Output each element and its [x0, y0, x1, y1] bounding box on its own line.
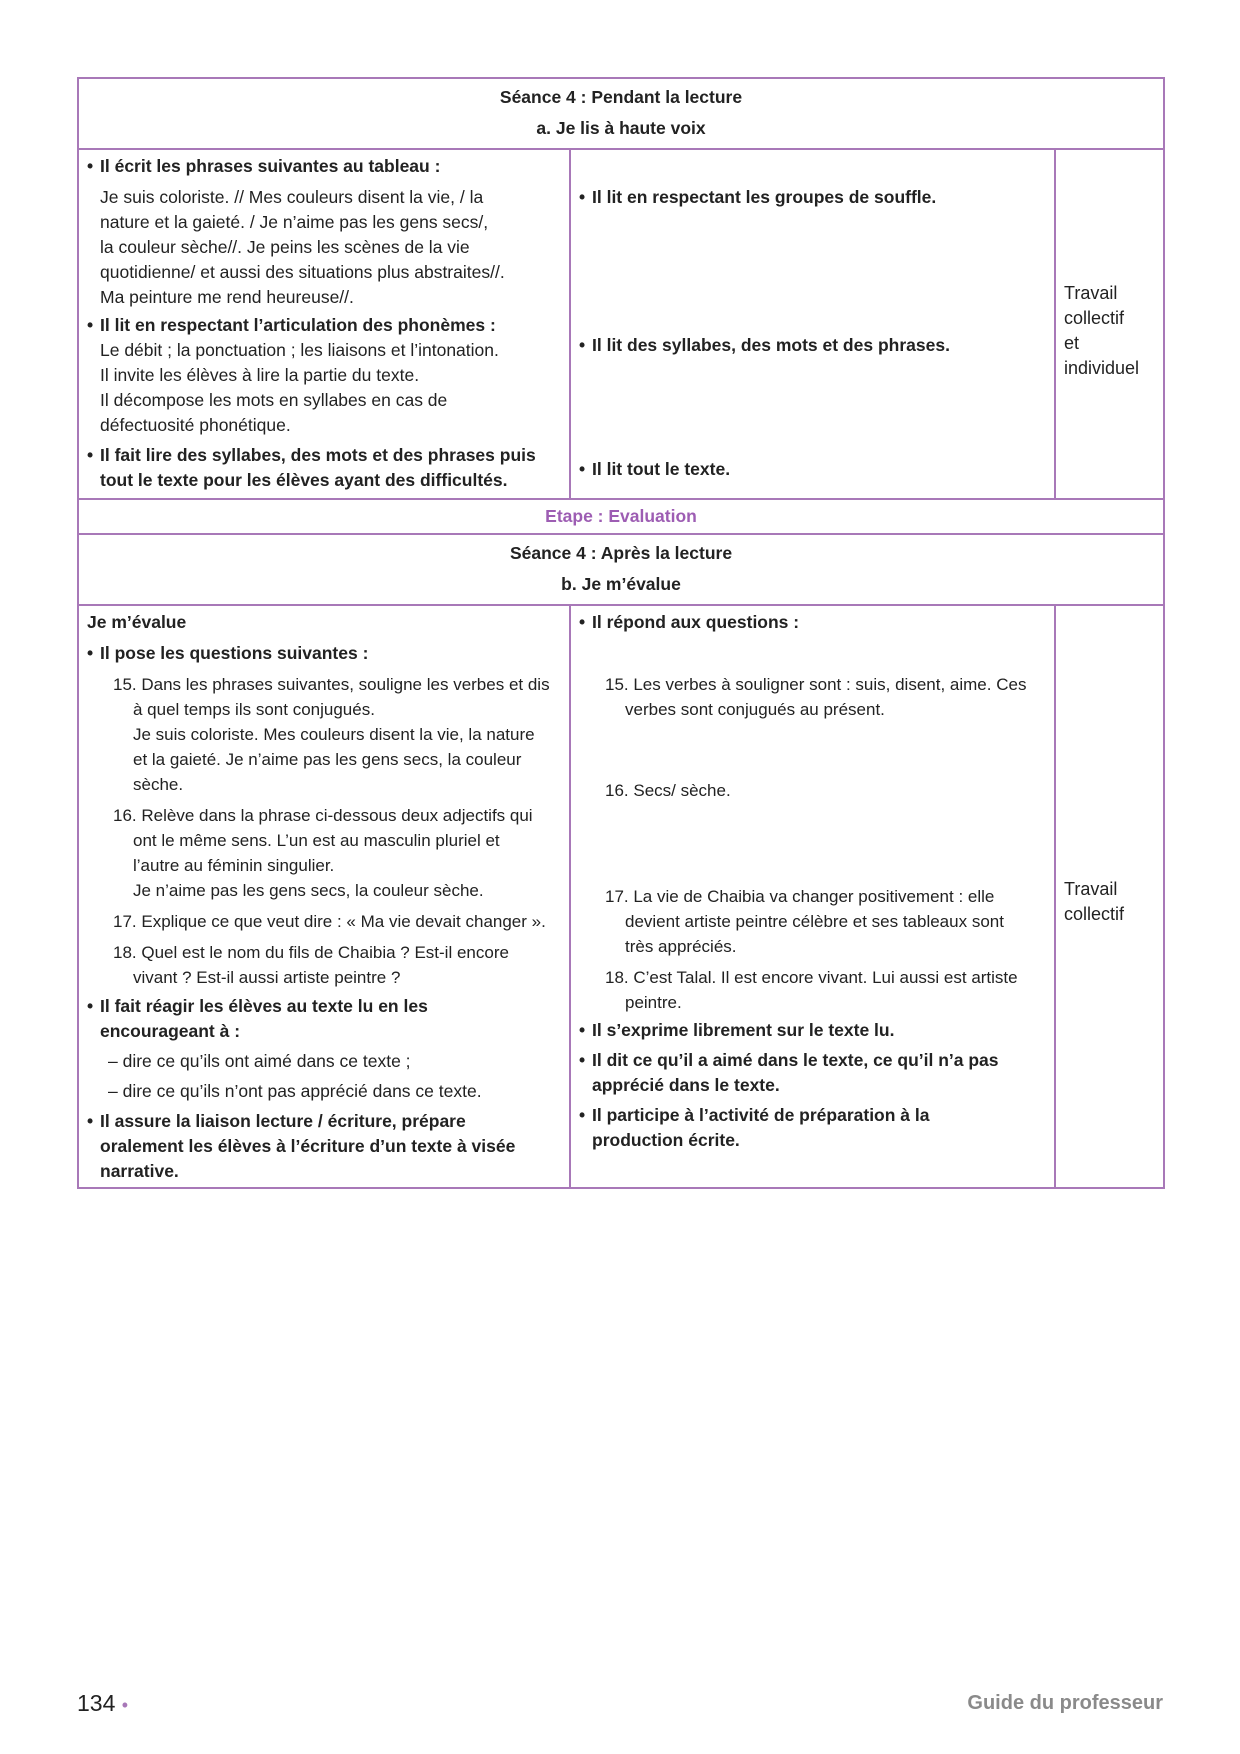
question-line: 18. Quel est le nom du fils de Chaibia ? Est-il encore	[113, 943, 509, 962]
student-eval-bullet-4-cont: production écrite.	[592, 1130, 740, 1150]
work-mode-line: et	[1064, 333, 1080, 353]
answer-line: 18. C’est Talal. Il est encore vivant. Lui aussi est artiste	[605, 968, 1018, 987]
student-bullet-3: • Il lit tout le texte.	[579, 459, 731, 479]
reaction-item-disliked: – dire ce qu’ils n’ont pas apprécié dans ce texte.	[108, 1081, 482, 1101]
question-line: sèche.	[133, 775, 184, 794]
student-eval-bullet-3: • Il dit ce qu’il a aimé dans le texte, ce qu’il n’a pas	[579, 1050, 999, 1070]
student-eval-bullet-4: • Il participe à l’activité de préparation à la	[579, 1105, 930, 1125]
answer-17	[579, 884, 1044, 959]
detail-line: Il décompose les mots en syllabes en cas de	[100, 390, 448, 410]
section2-title: Séance 4 : Après la lecture	[509, 543, 733, 563]
teacher-bullet-3-cont: tout le texte pour les élèves ayant des difficultés.	[100, 470, 508, 490]
question-line: à quel temps ils sont conjugués.	[133, 700, 375, 719]
teacher-eval-bullet-3-cont: narrative.	[100, 1161, 179, 1181]
reaction-item-liked: – dire ce qu’ils ont aimé dans ce texte ;	[108, 1051, 411, 1071]
board-text-line: nature et la gaieté. / Je n’aime pas les gens secs/,	[100, 212, 489, 232]
answer-line: 15. Les verbes à souligner sont : suis, disent, aime. Ces	[605, 675, 1027, 694]
section2-student-cell	[570, 605, 1055, 1188]
section1-header-row	[78, 78, 1164, 149]
work-mode-line: collectif	[1064, 308, 1125, 328]
student-bullet-1: • Il lit en respectant les groupes de souffle.	[579, 187, 937, 207]
answer-line: 17. La vie de Chaibia va changer positivement : elle	[605, 887, 995, 906]
articulation-details	[87, 338, 551, 438]
board-text-line: quotidienne/ et aussi des situations plus abstraites//.	[100, 262, 505, 282]
student-eval-bullet-2: • Il s’exprime librement sur le texte lu.	[579, 1020, 895, 1040]
answer-18	[579, 965, 1044, 1015]
etape-row	[78, 499, 1164, 534]
answer-16: 16. Secs/ sèche.	[605, 781, 731, 800]
question-line: Je suis coloriste. Mes couleurs disent la vie, la nature	[133, 725, 535, 744]
lesson-table	[77, 77, 1165, 1189]
work-mode	[1064, 281, 1157, 381]
section2-subtitle: b. Je m’évalue	[561, 574, 681, 594]
work-mode	[1064, 877, 1157, 927]
teacher-bullet-2: • Il lit en respectant l’articulation des phonèmes :	[87, 315, 496, 335]
page-number-text: 134	[77, 1690, 116, 1716]
work-mode-line: Travail	[1064, 879, 1118, 899]
question-18	[87, 940, 551, 990]
page-bullet: •	[121, 1695, 129, 1715]
teacher-eval-bullet-1: • Il pose les questions suivantes :	[87, 643, 369, 663]
student-eval-bullet-3-cont: apprécié dans le texte.	[592, 1075, 780, 1095]
etape-label: Etape : Evaluation	[78, 499, 1164, 534]
section1-title: Séance 4 : Pendant la lecture	[499, 87, 743, 107]
section2-mode-cell	[1055, 605, 1164, 1188]
board-text	[87, 185, 551, 310]
answer-line: peintre.	[625, 993, 682, 1012]
question-16	[87, 803, 551, 903]
work-mode-line: Travail	[1064, 283, 1118, 303]
question-line: Je n’aime pas les gens secs, la couleur sèche.	[133, 881, 484, 900]
question-line: 16. Relève dans la phrase ci-dessous deux adjectifs qui	[113, 806, 533, 825]
section1-mode-cell	[1055, 149, 1164, 499]
section1-teacher-cell	[78, 149, 570, 499]
teacher-bullet-1: • Il écrit les phrases suivantes au tableau :	[87, 156, 441, 176]
teacher-bullet-3: • Il fait lire des syllabes, des mots et des phrases puis	[87, 445, 536, 465]
question-line: ont le même sens. L’un est au masculin pluriel et	[133, 831, 500, 850]
section1-subtitle: a. Je lis à haute voix	[536, 118, 706, 138]
detail-line: Le débit ; la ponctuation ; les liaisons et l’intonation.	[100, 340, 499, 360]
section2-body-row	[78, 605, 1164, 1188]
section2-header-row	[78, 534, 1164, 605]
board-text-line: la couleur sèche//. Je peins les scènes de la vie	[100, 237, 470, 257]
board-text-line: Ma peinture me rend heureuse//.	[100, 287, 354, 307]
section2-header	[78, 534, 1164, 605]
self-eval-title: Je m’évalue	[87, 612, 187, 632]
detail-line: Il invite les élèves à lire la partie du texte.	[100, 365, 420, 385]
footer-title: Guide du professeur	[967, 1692, 1163, 1714]
teacher-eval-bullet-3: • Il assure la liaison lecture / écriture, prépare	[87, 1111, 466, 1131]
student-eval-bullet-1: • Il répond aux questions :	[579, 612, 800, 632]
question-line: et la gaieté. Je n’aime pas les gens secs, la couleur	[133, 750, 522, 769]
teacher-eval-bullet-2-cont: encourageant à :	[100, 1021, 241, 1041]
work-mode-line: collectif	[1064, 904, 1125, 924]
teacher-eval-bullet-3-cont: oralement les élèves à l’écriture d’un texte à visée	[100, 1136, 516, 1156]
section2-teacher-cell	[78, 605, 570, 1188]
lesson-table-wrapper	[77, 77, 1163, 1189]
question-line: 15. Dans les phrases suivantes, souligne les verbes et dis	[113, 675, 550, 694]
question-line: l’autre au féminin singulier.	[133, 856, 335, 875]
section1-student-cell	[570, 149, 1055, 499]
teacher-eval-bullet-2: • Il fait réagir les élèves au texte lu en les	[87, 996, 428, 1016]
answer-line: très appréciés.	[625, 937, 737, 956]
work-mode-line: individuel	[1064, 358, 1140, 378]
question-line: vivant ? Est-il aussi artiste peintre ?	[133, 968, 401, 987]
page-number	[77, 1690, 128, 1717]
answer-line: devient artiste peintre célèbre et ses tableaux sont	[625, 912, 1004, 931]
section1-body-row	[78, 149, 1164, 499]
student-bullet-2: • Il lit des syllabes, des mots et des phrases.	[579, 335, 950, 355]
answer-15	[579, 672, 1044, 722]
board-text-line: Je suis coloriste. // Mes couleurs disent la vie, / la	[100, 187, 484, 207]
answer-line: verbes sont conjugués au présent.	[625, 700, 885, 719]
question-17: 17. Explique ce que veut dire : « Ma vie devait changer ».	[113, 912, 546, 931]
detail-line: défectuosité phonétique.	[100, 415, 291, 435]
question-15	[87, 672, 551, 797]
section1-header	[78, 78, 1164, 149]
